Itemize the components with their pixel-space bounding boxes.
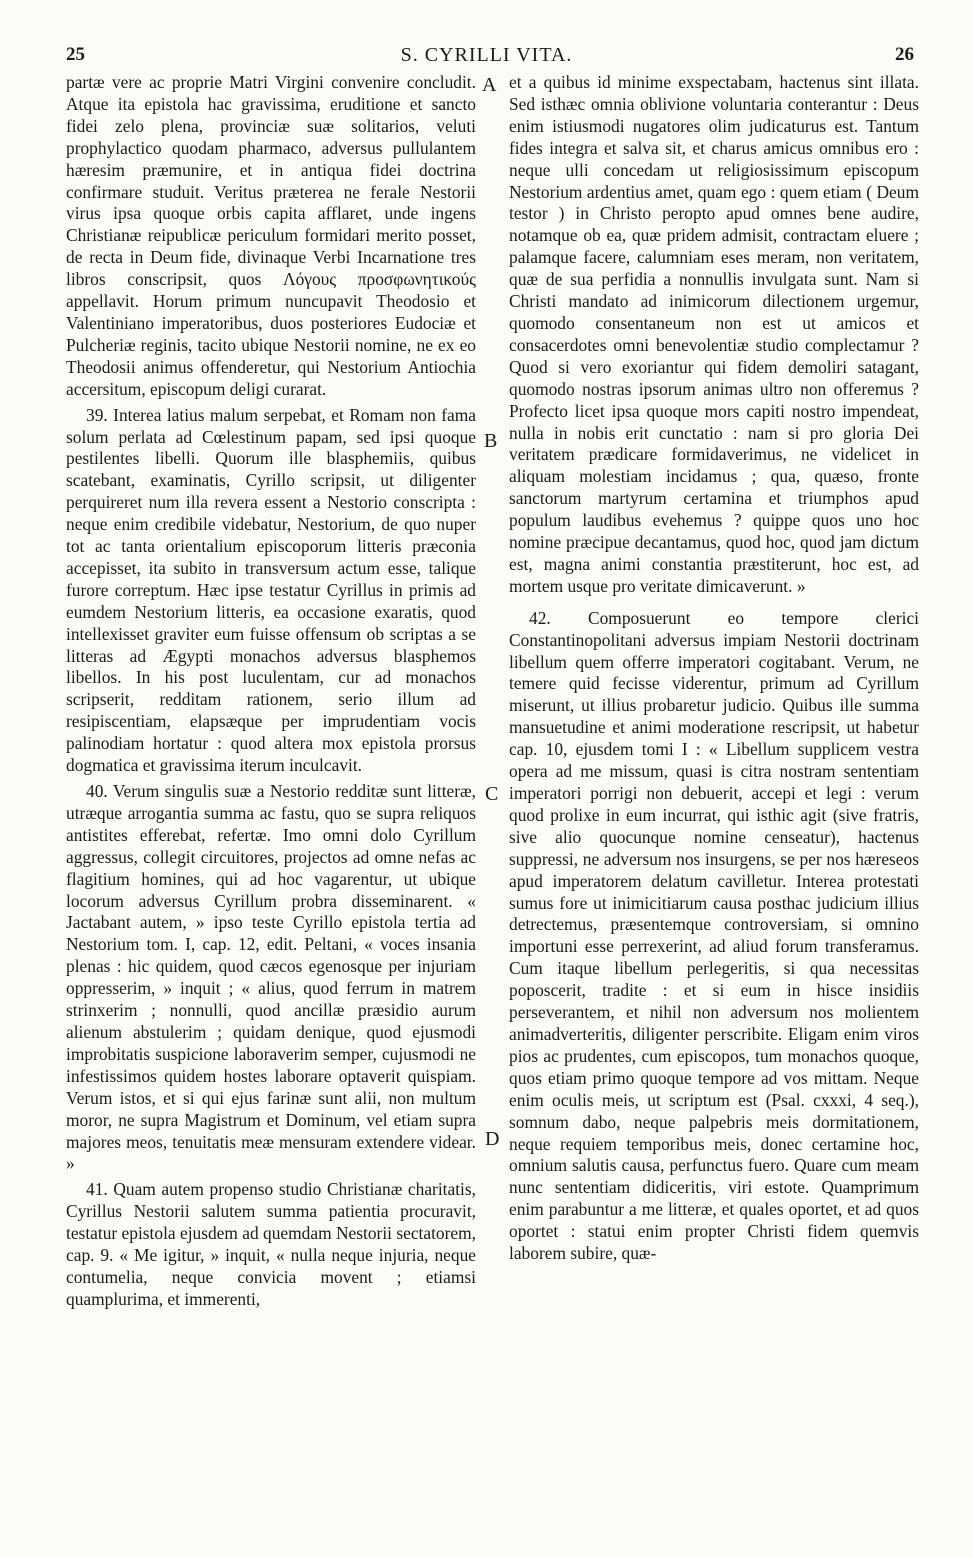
paragraph: partæ vere ac proprie Matri Virgini convenire concludit. Atque ita epistola hac gravissima, eruditione et sancto fidei zelo plena, provinciæ suæ solitarios, veluti prophylactico quodam pharmaco, adversus pullulantem hæresim præmunire, et in antiqua fidei doctrina confirmare studuit. Veritus præterea ne ferale Nestorii virus ipsa quoque orbis capita afflaret, unde ingens Christianæ reipublicæ periculum formidari merito posset, de recta in Deum fide, divinaque Verbi Incarnatione tres libros conscripsit, quos Λόγους προσφωνητικούς appellavit. Horum primum nuncupavit Theodosio et Valentiniano imperatoribus, duos posteriores Eudociæ et Pulcheriæ reginis, tacito ubique Nestorii nomine, ne ex eo Theodosii animus offenderetur, qui Nestorium Antiochia accersitum, episcopum deligi curarat. <box>66 72 476 399</box>
section-41: 41. Quam autem propenso studio Christianæ charitatis, Cyrillus Nestorii salutem summa patientia procuravit, testatur epistola ejusdem ad quemdam Nestorii sectatorem, cap. 9. « Me igitur, » inquit, « nulla neque injuria, neque contumelia, neque convicia movent ; etiamsi quamplurima, et immerenti, <box>66 1179 477 1309</box>
margin-letter-b: B <box>484 430 498 452</box>
paragraph: et a quibus id minime exspectabam, hactenus sint illata. Sed isthæc omnia oblivione voluntaria conterantur : Deus enim istiusmodi nugatores olim judicaturus est. Tantum fides integra et salva sit, et charus amicus omnibus ero : neque ulli concedam ut religiosissimum episcopum Nestorium ardentius amet, quam ego : quem etiam ( Deum testor ) in Christo peropto apud omnes bene audire, notamque ob ea, quæ pridem admisit, contractam eluere ; palamque facere, calumniam eses meram, non veritatem, quæ de sua perfidia a nonnullis invulgata sunt. Nam si Christi mandato ad inimicorum dilectionem urgemur, quomodo consentaneum non est ut amicos et consacerdotes omni benevolentiæ studio complectamur ? Quod si vero exoriantur qui fidem demoliri satagant, quomodo nostras ipsorum animas ultro non offeremus ? Profecto licet ipsa quoque mors capiti nostro impendeat, nulla in nobis erit cunctatio : nam si pro gloria Dei veritatem prædicare formidaverimus, ne videlicet in aliquam molestiam incidamus ; qua, quæso, fronte sanctorum martyrum certamina et triumphos apud populum laudibus evehemus ? quippe quos uno hoc nomine præcipue decantamus, quod hoc, quod jam dictum est, magna animi constantia præstiterunt, hoc est, ad mortem usque pro veritate dimicaverunt. » <box>509 72 919 596</box>
page-number-right: 26 <box>895 44 914 65</box>
margin-letter-c: C <box>485 783 499 805</box>
running-header <box>0 44 973 70</box>
right-column <box>509 72 919 1265</box>
section-42: 42. Composuerunt eo tempore clerici Constantinopolitani adversus impiam Nestorii doctrinam libellum quem offerre imperatori cogitabant. Verum, ne temere quid fecisse viderentur, primum ad Cyrillum miserunt, ut illius probaretur judicio. Quibus ille summa mansuetudine et animi moderatione rescripsit, ut habetur cap. 10, ejusdem tomi I : « Libellum supplicem vestra opera ad me missum, quasi is citra nostram sententiam imperatori porrigi non debuerit, accepi et legi : verum quod prolixe in eum incurrat, qui isthic agit (sive fratris, sive alio quocunque nomine censeatur), hactenus suppressi, ne adversum nos insurgens, se per nos hæreseos apud imperatorem delatum cavilletur. Interea protestati sumus fore ut inimicitiarum causa posthac judicium illius detrectemus, præsentemque controversiam, si omnino importuni esse perrexerint, ad aliud forum transferamus. Cum itaque libellum perlegeritis, si qua necessitas poposcerit, tradite : et si eum in hisce insidiis perseverantem, et nihil non adversum nos molientem animadverteritis, diligenter perscribite. Eligam enim viros pios ac prudentes, cum episcopos, tum monachos quoque, quos etiam primo quoque tempore ad vos mittam. Neque enim oculis meis, ut scriptum est (Psal. cxxxi, 4 seq.), somnum dabo, neque palpebris meis dormitationem, neque requiem temporibus meis, donec certamine hoc, omnium salutis causa, perfunctus fuero. Quare cum meam nunc sententiam didiceritis, viri estote. Quamprimum enim parabuntur a me litteræ, et quales oportet, et ad quos oportet : statui enim propter Christi fidem quemvis laborem subire, quæ- <box>509 607 919 1264</box>
page-number-left: 25 <box>66 44 85 65</box>
left-column <box>66 72 476 1311</box>
running-title: S. CYRILLI VITA. <box>400 44 573 66</box>
margin-letter-d: D <box>485 1128 500 1150</box>
section-39: 39. Interea latius malum serpebat, et Romam non fama solum perlata ad Cœlestinum papam, sed ipsi quoque pestilentes libelli. Quorum ille blasphemiis, quibus scatebant, examinatis, Cyrillo scripsit, ut diligenter perquireret num illa revera essent a Nestorio conscripta : neque enim credibile videbatur, Nestorium, de quo nuper tot ac tanta orientalium episcoporum litteris præconia accepisset, ita subito in transversum actum esse, talique furore correptum. Hæc ipse testatur Cyrillus in primis ad eumdem Nestorium litteris, ea occasione exaratis, quod intellexisset graviter eum fuisse offensum ob scriptas a se litteras ad Ægypti monachos adversus blasphemos libellos. In his post luculentam, cur ad monachos scripserit, redditam rationem, serio illum ad resipiscentiam, elapsæque per imprudentiam vocis palinodiam hortatur : quod altera mox epistola prorsus dogmatica et gravissima iterum inculcavit. <box>66 404 476 776</box>
margin-letter-a: A <box>482 74 497 96</box>
section-40: 40. Verum singulis suæ a Nestorio redditæ sunt litteræ, utræque arrogantia summa ac fastu, quo se supra reliquos antistites efferebat, refertæ. Imo omni dolo Cyrillum aggressus, collegit circuitores, projectos ad omne nefas ac flagitium homines, qui ad hoc vagarentur, ut ubique locorum adversus Cyrillum probra disseminarent. « Jactabant autem, » ipso teste Cyrillo epistola tertia ad Nestorium tom. I, cap. 12, edit. Peltani, « voces insania plenas : hic quidem, quod cæcos egenosque per injuriam oppresserim, » inquit ; « alius, quod ferrum in matrem strinxerim ; nonnulli, quod ancillæ præsidio aurum alienum abstulerim ; quidam denique, quod ejusmodi improbitatis suspicione laboraverim semper, cujusmodi ne infestissimos quidem hostes laborare optaverit quispiam. Verum istos, et si qui ejus farinæ sunt alii, non multum moror, ne supra Magistrum et Dominum, vel etiam supra majores meos, tenuitatis meæ mensuram extendere videar. » <box>66 781 476 1174</box>
